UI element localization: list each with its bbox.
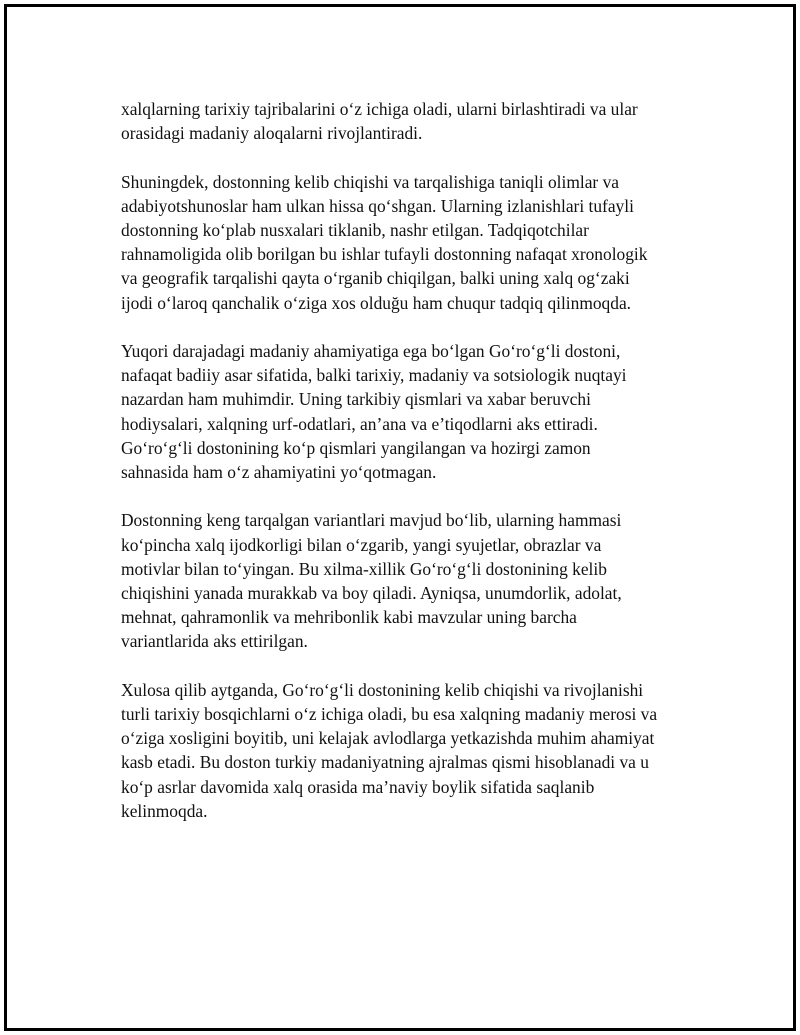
text-line: nazardan ham muhimdir. Uning tarkibiy qismlari va xabar beruvchi: [121, 389, 591, 410]
text-line: chiqishini yanada murakkab va boy qiladi. Ayniqsa, unumdorlik, adolat,: [121, 583, 622, 604]
text-line: ko‘p asrlar davomida xalq orasida ma’naviy boylik sifatida saqlanib: [121, 776, 595, 797]
text-line: xalqlarning tarixiy tajribalarini o‘z ichiga oladi, ularni birlashtiradi va ular: [121, 99, 638, 119]
text-line: adabiyotshunoslar ham ulkan hissa qo‘shgan. Ularning izlanishlari tufayli: [121, 195, 634, 216]
paragraph: [121, 170, 701, 315]
paragraph: [121, 678, 701, 823]
text-line: rahnamoligida olib borilgan bu ishlar tufayli dostonning nafaqat xronologik: [121, 244, 648, 265]
text-line: Xulosa qilib aytganda, Go‘ro‘g‘li dostonining kelib chiqishi va rivojlanishi: [121, 679, 644, 700]
text-line: turli tarixiy bosqichlarni o‘z ichiga oladi, bu esa xalqning madaniy merosi va: [121, 704, 658, 725]
text-line: Yuqori darajadagi madaniy ahamiyatiga ega bo‘lgan Go‘ro‘g‘li dostoni,: [121, 341, 621, 361]
text-line: ijodi o‘laroq qanchalik o‘ziga xos olduğu ham chuqur tadqiq qilinmoqda.: [121, 292, 632, 313]
paragraph: [121, 339, 701, 484]
text-line: nafaqat badiiy asar sifatida, balki tarixiy, madaniy va sotsiologik nuqtayi: [121, 365, 627, 386]
text-line: variantlarida aks ettirilgan.: [121, 631, 308, 652]
text-line: kelinmoqda.: [121, 800, 208, 821]
text-line: kasb etadi. Bu doston turkiy madaniyatning ajralmas qismi hisoblanadi va u: [121, 752, 649, 773]
text-line: Go‘ro‘g‘li dostonining ko‘p qismlari yangilangan va hozirgi zamon: [121, 437, 591, 458]
paragraph: [121, 97, 701, 145]
text-line: motivlar bilan to‘yingan. Bu xilma-xillik Go‘ro‘g‘li dostonining kelib: [121, 558, 607, 579]
text-line: ko‘pincha xalq ijodkorligi bilan o‘zgarib, yangi syujetlar, obrazlar va: [121, 534, 602, 555]
text-line: o‘ziga xosligini boyitib, uni kelajak avlodlarga yetkazishda muhim ahamiyat: [121, 728, 655, 749]
text-line: hodiysalari, xalqning urf-odatlari, an’ana va e’tiqodlarni aks ettiradi.: [121, 413, 598, 434]
text-line: orasidagi madaniy aloqalarni rivojlantiradi.: [121, 123, 423, 144]
text-line: dostonning ko‘plab nusxalari tiklanib, nashr etilgan. Tadqiqotchilar: [121, 220, 589, 240]
text-line: Shuningdek, dostonning kelib chiqishi va tarqalishiga taniqli olimlar va: [121, 171, 619, 192]
text-line: va geografik tarqalishi qayta o‘rganib chiqilgan, balki uning xalq og‘zaki: [121, 268, 630, 289]
document-body: [121, 97, 701, 847]
text-line: Dostonning keng tarqalgan variantlari mavjud bo‘lib, ularning hammasi: [121, 510, 622, 531]
text-line: sahnasida ham o‘z ahamiyatini yo‘qotmagan.: [121, 462, 437, 483]
document-page: [4, 4, 796, 1031]
paragraph: [121, 508, 701, 653]
text-line: mehnat, qahramonlik va mehribonlik kabi mavzular uning barcha: [121, 607, 577, 628]
